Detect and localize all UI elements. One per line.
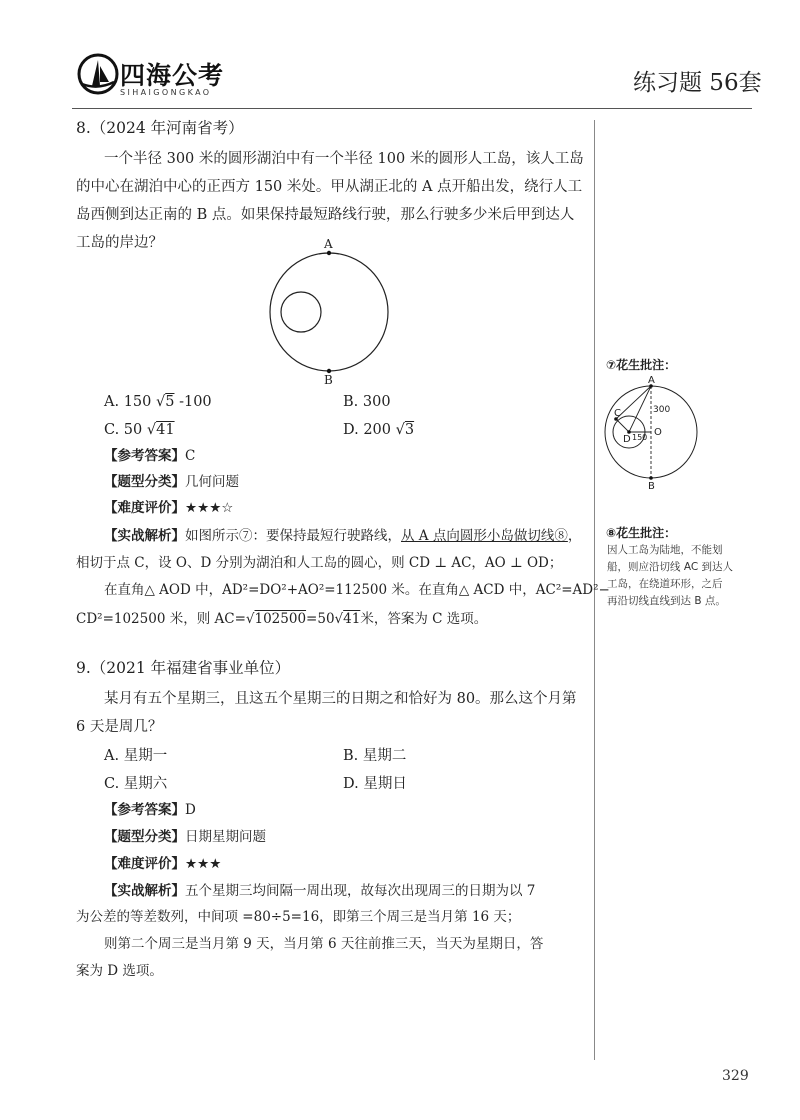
analysis-radicand: 41 xyxy=(343,611,361,627)
fig-label-c: C xyxy=(614,408,621,419)
answer-label: 【参考答案】 xyxy=(104,448,185,464)
analysis-line-3: 则第二个周三是当月第 9 天，当月第 6 天往前推三天，当天为星期日，答 xyxy=(104,936,544,952)
type-label: 【题型分类】 xyxy=(104,474,185,490)
note-8-title: ⑧花生批注： xyxy=(606,526,677,540)
note-line: 再沿切线直线到达 B 点。 xyxy=(607,595,726,607)
note-7-title: ⑦花生批注： xyxy=(606,358,677,372)
question-9-stem xyxy=(104,685,584,713)
analysis-line-1 xyxy=(104,879,535,899)
lake-figure xyxy=(262,232,402,390)
fig-label-a: A xyxy=(648,375,655,386)
analysis-underlined: 从 A 点向圆形小岛做切线⑧ xyxy=(401,528,568,544)
type-row xyxy=(104,825,266,845)
note-8-body xyxy=(607,542,787,610)
analysis-line-4: 案为 D 选项。 xyxy=(76,963,163,979)
brand-name: 四海公考 xyxy=(120,61,225,90)
option-b: B. 300 xyxy=(343,394,391,410)
island-circle xyxy=(281,292,321,332)
note-line: 因人工岛为陆地，不能划 xyxy=(607,544,723,556)
question-9-stem-cont xyxy=(76,713,586,741)
analysis-label: 【实战解析】 xyxy=(104,528,185,544)
option-d-radicand: 3 xyxy=(404,422,415,438)
analysis-text: 如图所示⑦：要保持最短行驶路线， xyxy=(185,528,401,544)
fig-label-d: D xyxy=(623,434,631,445)
option-d-text: D. 200 xyxy=(343,422,392,438)
stem-line: 某月有五个星期三，且这五个星期三的日期之和恰好为 80。那么这个月第 xyxy=(104,691,577,707)
option-a-tail: -100 xyxy=(179,394,212,410)
rating-stars: ★★★ xyxy=(185,856,222,872)
label-a: A xyxy=(324,237,333,251)
fig-label-b: B xyxy=(648,481,655,490)
analysis-text: =50 xyxy=(306,611,335,627)
analysis-line-4: CD²=102500 米，则 AC=√102500=50√41米，答案为 C 选项。 xyxy=(76,611,488,627)
stem-line: 一个半径 300 米的圆形湖泊中有一个半径 100 米的圆形人工岛，该人工岛 xyxy=(104,151,584,167)
answer-row xyxy=(104,444,195,464)
analysis-line-3: 在直角△ AOD 中，AD²=DO²+AO²=112500 米。在直角△ ACD 中，AC²=AD²− xyxy=(104,582,610,598)
answer-row xyxy=(104,798,196,818)
stem-line: 的中心在湖泊中心的正西方 150 米处。甲从湖正北的 A 点开船出发，绕行人工 xyxy=(76,179,583,195)
rating-label: 【难度评价】 xyxy=(104,500,185,516)
analysis-line-2: 相切于点 C，设 O、D 分别为湖泊和人工岛的圆心，则 CD ⊥ AC，AO ⊥ OD； xyxy=(76,555,563,571)
analysis-radicand: 102500 xyxy=(254,611,307,627)
option-b: B. 星期二 xyxy=(343,748,407,764)
lake-circle xyxy=(270,253,388,371)
answer-value: C xyxy=(185,448,196,464)
option-c-text: C. 50 xyxy=(104,422,143,438)
brand-subtitle: SIHAIGONGKAO xyxy=(120,88,212,97)
analysis-text: 米，答案为 C 选项。 xyxy=(360,611,488,627)
brand-logo-icon xyxy=(76,52,120,96)
type-label: 【题型分类】 xyxy=(104,829,185,845)
option-a: A. 150 √5 -100 xyxy=(104,394,212,410)
note-line: 船，则应沿切线 AC 到达人 xyxy=(607,561,734,573)
answer-value: D xyxy=(185,802,196,818)
analysis-text: 五个星期三均间隔一周出现，故每次出现周三的日期为以 7 xyxy=(185,883,536,899)
question-8-heading: 8.（2024 年河南省考） xyxy=(76,119,244,137)
type-value: 几何问题 xyxy=(185,474,239,490)
rating-label: 【难度评价】 xyxy=(104,856,185,872)
stem-line: 6 天是周几？ xyxy=(76,719,163,735)
page-number: 329 xyxy=(722,1068,749,1084)
option-a-radicand: 5 xyxy=(165,394,175,410)
rating-stars: ★★★☆ xyxy=(185,500,234,516)
question-9-heading: 9.（2021 年福建省事业单位） xyxy=(76,659,291,677)
note-7-figure xyxy=(600,372,704,490)
stem-line: 工岛的岸边？ xyxy=(76,235,163,251)
header xyxy=(0,0,800,110)
fig-label-o: O xyxy=(654,427,662,438)
type-row xyxy=(104,470,239,490)
rating-row xyxy=(104,852,221,872)
label-b: B xyxy=(324,373,333,387)
answer-label: 【参考答案】 xyxy=(104,802,185,818)
option-d: D. 200 √3 xyxy=(343,422,415,438)
option-c-radicand: 41 xyxy=(156,422,175,438)
fig-label-300: 300 xyxy=(653,405,671,415)
analysis-line-2: 为公差的等差数列，中间项 =80÷5=16，即第三个周三是当月第 16 天； xyxy=(76,909,521,925)
option-a: A. 星期一 xyxy=(104,748,168,764)
header-divider xyxy=(72,108,752,109)
option-d: D. 星期日 xyxy=(343,776,407,792)
option-c: C. 50 √41 xyxy=(104,422,175,438)
note-line: 工岛，在绕道环形，之后 xyxy=(607,578,723,590)
analysis-line-1 xyxy=(104,524,581,544)
option-a-text: A. 150 xyxy=(104,394,152,410)
type-value: 日期星期问题 xyxy=(185,829,266,845)
analysis-label: 【实战解析】 xyxy=(104,883,185,899)
option-c: C. 星期六 xyxy=(104,776,168,792)
question-8-stem xyxy=(104,145,584,173)
rating-row xyxy=(104,496,233,516)
stem-line: 岛西侧到达正南的 B 点。如果保持最短路线行驶，那么行驶多少米后甲到达人 xyxy=(76,207,575,223)
series-title: 练习题 56套 xyxy=(633,70,762,96)
analysis-text: ， xyxy=(567,528,582,544)
fig-label-150: 150 xyxy=(632,433,648,442)
analysis-text: CD²=102500 米，则 AC= xyxy=(76,611,246,627)
point-a-dot xyxy=(327,251,331,255)
